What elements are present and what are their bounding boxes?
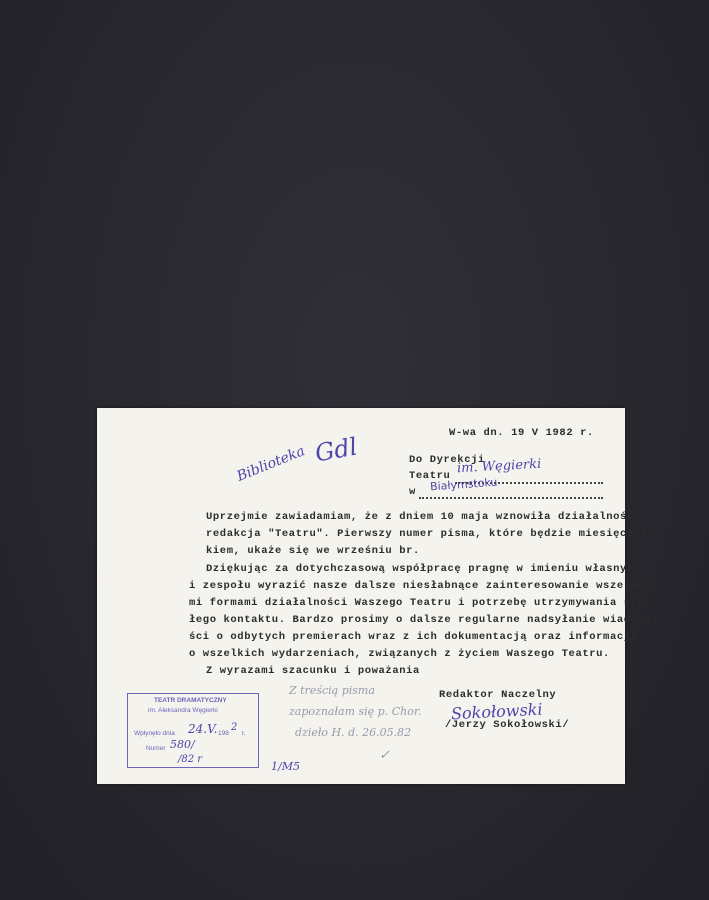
stamp-ref-extra: 1/M5: [271, 760, 300, 773]
stamp-number-label: Numer: [146, 745, 166, 752]
handwritten-signature: Sokołowski: [450, 699, 543, 724]
receipt-stamp: [127, 693, 259, 768]
pencil-note-line-2: zapoznałam się p. Chor.: [289, 705, 422, 718]
body-line-8: ści o odbytych premierach wraz z ich dokumentacją oraz informacji: [189, 631, 638, 643]
stamp-received-value: 24.V.: [188, 722, 218, 736]
stamp-line-1: TEATR DRAMATYCZNY: [154, 697, 227, 704]
stamp-year-suffix: 198: [218, 730, 229, 737]
body-line-3: kiem, ukaże się we wrześniu br.: [206, 545, 420, 557]
handwritten-initials: Gdl: [312, 432, 360, 468]
pencil-note-line-1: Z treścią pisma: [289, 684, 375, 697]
stamp-number-value: 580/: [170, 738, 195, 751]
body-line-7: łego kontaktu. Bardzo prosimy o dalsze regularne nadsyłanie wiadomo-: [189, 614, 659, 626]
stamp-received-label: Wpłynęło dnia: [134, 730, 175, 737]
address-line-2: Teatru: [409, 470, 451, 482]
signature-title: Redaktor Naczelny: [439, 689, 557, 701]
pencil-note-line-3: dzieło H. d. 26.05.82: [295, 726, 412, 739]
body-line-5: i zespołu wyrazić nasze dalsze niesłabnące zainteresowanie wszelki-: [189, 580, 652, 592]
stamp-ref-value: /82 r: [178, 754, 203, 765]
signature-name: /Jerzy Sokołowski/: [445, 719, 570, 731]
body-line-2: redakcja "Teatru". Pierwszy numer pisma, które będzie miesięczni-: [206, 528, 655, 540]
handwritten-city: Białymstoku: [429, 475, 498, 494]
body-line-1: Uprzejmie zawiadamiam, że z dniem 10 maja wznowiła działalność: [206, 511, 634, 523]
body-line-9: o wszelkich wydarzeniach, związanych z życiem Waszego Teatru.: [189, 648, 610, 660]
stamp-line-2: im. Aleksandra Węgierki: [148, 707, 218, 714]
address-dots-2: [419, 497, 603, 499]
closing-line: Z wyrazami szacunku i poważania: [206, 665, 420, 677]
stamp-year-written: 2: [231, 722, 238, 733]
handwritten-theatre-name: im. Węgierki: [456, 456, 542, 477]
letter-date: W-wa dn. 19 V 1982 r.: [449, 427, 594, 439]
handwritten-note: Biblioteka: [234, 443, 308, 485]
address-line-3: w: [409, 486, 416, 498]
body-line-4: Dziękując za dotychczasową współpracę pragnę w imieniu własnym: [206, 563, 634, 575]
letter-page: [97, 408, 659, 784]
pencil-mark: ✓: [379, 748, 390, 763]
address-line-1: Do Dyrekcji: [409, 454, 485, 466]
body-line-6: mi formami działalności Waszego Teatru i potrzebę utrzymywania sta-: [189, 597, 652, 609]
stamp-r-label: r.: [242, 730, 246, 737]
